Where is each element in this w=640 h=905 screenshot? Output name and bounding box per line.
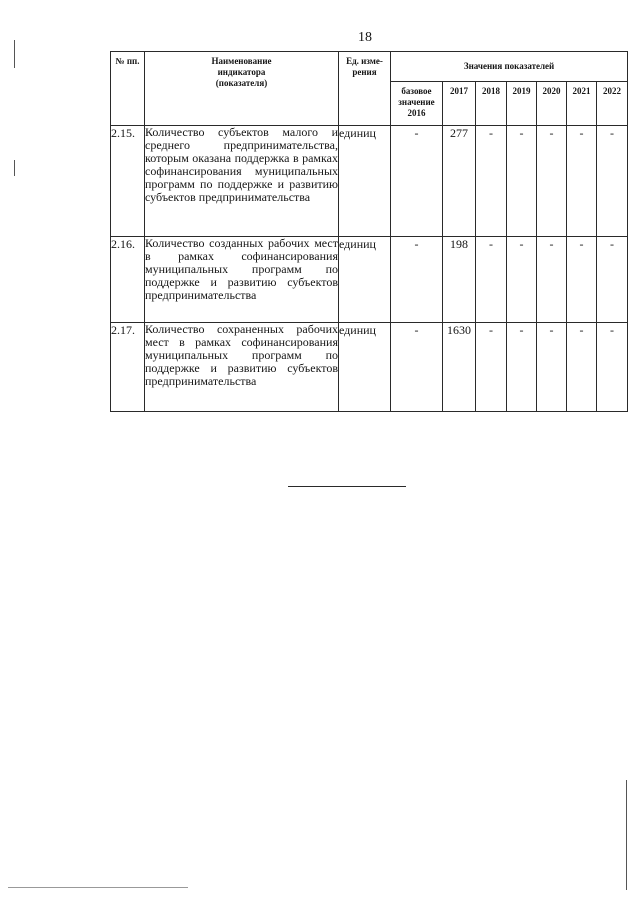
- header-name-line1: Наименование: [211, 56, 272, 66]
- row-value-2022: -: [597, 237, 628, 323]
- row-value-2022: -: [597, 126, 628, 237]
- header-unit: [339, 52, 391, 126]
- header-year-2020: 2020: [537, 82, 567, 126]
- page-number: 18: [358, 30, 372, 45]
- row-unit: единиц: [339, 126, 391, 237]
- row-num: 2.16.: [111, 237, 145, 323]
- header-year-2022: 2022: [597, 82, 628, 126]
- header-base-line3: 2016: [407, 108, 426, 118]
- row-value-2019: -: [507, 126, 537, 237]
- row-name: Количество сохраненных рабочих мест в рамках софинансирования муниципальных программ по поддержке и развитию субъектов предпринимательства: [145, 323, 339, 412]
- table-row: [111, 237, 628, 323]
- row-unit: единиц: [339, 323, 391, 412]
- header-year-2019: 2019: [507, 82, 537, 126]
- row-value-2019: -: [507, 323, 537, 412]
- header-year-2017: 2017: [443, 82, 476, 126]
- row-value-2017: 198: [443, 237, 476, 323]
- row-value-2019: -: [507, 237, 537, 323]
- header-year-2018: 2018: [476, 82, 507, 126]
- scan-mark: [8, 887, 188, 888]
- row-num: 2.15.: [111, 126, 145, 237]
- row-value-2021: -: [567, 126, 597, 237]
- header-base-line1: базовое: [401, 86, 432, 96]
- header-base: [391, 82, 443, 126]
- row-value-2018: -: [476, 237, 507, 323]
- row-value-2017: 1630: [443, 323, 476, 412]
- row-name: Количество субъектов малого и среднего предпринимательства, которым оказана поддержка в рамках софинансирования муниципальных программ по поддержке и развитию субъектов предпринимательства: [145, 126, 339, 237]
- header-values-group: Значения показателей: [391, 52, 628, 82]
- scan-mark: [626, 780, 627, 890]
- row-value-2021: -: [567, 323, 597, 412]
- indicators-table: [110, 51, 628, 412]
- row-value-2020: -: [537, 323, 567, 412]
- row-value-2022: -: [597, 323, 628, 412]
- scan-mark: [14, 160, 15, 176]
- header-unit-line2: рения: [352, 67, 377, 77]
- row-base-value: -: [391, 237, 443, 323]
- header-unit-line1: Ед. изме-: [346, 56, 383, 66]
- row-value-2021: -: [567, 237, 597, 323]
- row-value-2017: 277: [443, 126, 476, 237]
- scan-mark: [14, 40, 15, 68]
- end-rule: [288, 486, 406, 487]
- row-base-value: -: [391, 323, 443, 412]
- row-value-2018: -: [476, 323, 507, 412]
- header-name: [145, 52, 339, 126]
- table-row: [111, 323, 628, 412]
- header-name-line2: индикатора: [217, 67, 266, 77]
- header-name-line3: (показателя): [215, 78, 268, 88]
- row-value-2018: -: [476, 126, 507, 237]
- table-row: [111, 126, 628, 237]
- header-num: № пп.: [111, 52, 145, 126]
- row-base-value: -: [391, 126, 443, 237]
- row-value-2020: -: [537, 237, 567, 323]
- row-unit: единиц: [339, 237, 391, 323]
- row-name: Количество созданных рабочих мест в рамках софинансирования муниципальных программ по поддержке и развитию субъектов предпринимательства: [145, 237, 339, 323]
- row-num: 2.17.: [111, 323, 145, 412]
- header-year-2021: 2021: [567, 82, 597, 126]
- row-value-2020: -: [537, 126, 567, 237]
- header-base-line2: значение: [398, 97, 435, 107]
